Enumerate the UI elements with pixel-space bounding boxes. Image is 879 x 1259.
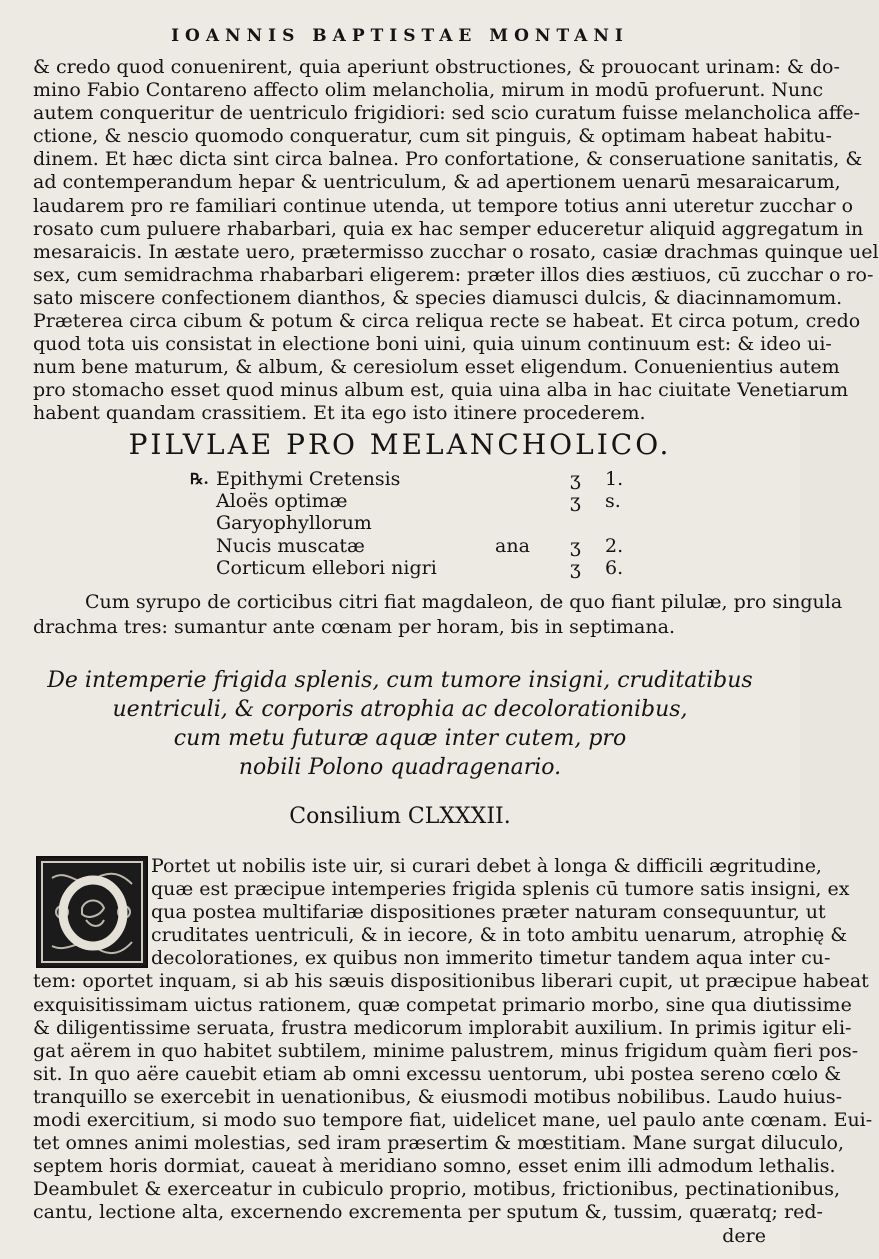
text-line: Præterea circa cibum & potum & circa reliqua recte se habeat. Et circa potum, credo (33, 310, 861, 333)
case-title (0, 666, 800, 782)
text-line: ctione, & nescio quomodo conqueratur, cum sit pinguis, & optimam habeat habitu- (33, 125, 832, 148)
title-line: nobili Polono quadragenario. (238, 755, 562, 780)
text-line: habent quandam crassitiem. Et ita ego isto itinere procederem. (33, 402, 646, 425)
text-line: tem: oportet inquam, si ab his sæuis dispositionibus liberari cupit, ut præcipue habeat (33, 970, 869, 993)
recipe-instructions (33, 590, 843, 640)
text-line: Deambulet & exerceatur in cubiculo proprio, motibus, frictionibus, pectinationibus, (33, 1178, 840, 1201)
text-line: rosato cum puluere rhabarbari, quia ex hac semper educeretur aliquid aggregatum in (33, 217, 864, 240)
text-line: gat aërem in quo habitet subtilem, minime palustrem, minus frigidum quàm fieri pos- (33, 1039, 859, 1062)
ingredient-unit: ʒ (570, 490, 581, 513)
text-line: autem conqueritur de uentriculo frigidiori: sed scio curatum fuisse melancholica affe- (33, 102, 861, 125)
ingredient-qty: 6. (605, 556, 624, 579)
text-line: sex, cum semidrachma rhabarbari eligerem: præter illos dies æstiuos, cū zucchar o ro- (33, 263, 874, 286)
ingredient-name: Garyophyllorum (216, 512, 372, 535)
ingredient-name: Epithymi Cretensis (216, 468, 401, 490)
text-line: mesaraicis. In æstate uero, prætermisso zucchar o rosato, casiæ drachmas quinque uel (33, 240, 879, 263)
text-line: drachma tres: sumantur ante cœnam per horam, bis in septimana. (33, 616, 675, 638)
text-line: laudarem pro re familiari continue utenda, ut tempore totius anni uteretur zucchar o (33, 194, 854, 217)
ingredient-unit: ʒ (570, 468, 581, 490)
ingredient-unit: ʒ (570, 534, 581, 557)
text-line: dinem. Et hæc dicta sint circa balnea. Pro confortatione, & conseruatione sanitatis, & (33, 148, 863, 171)
consilium-heading: Consilium CLXXXII. (289, 804, 511, 829)
text-line: tranquillo se exercebit in uenationibus, & eiusmodi motibus nobilibus. Laudo huius- (33, 1085, 843, 1108)
recipe-title: PILVLAE PRO MELANCHOLICO. (128, 428, 672, 461)
text-line: sato miscere confectionem dianthos, & species diamusci dulcis, & diacinnamomum. (33, 286, 843, 309)
text-line: modi exercitium, si modo suo tempore fiat, uidelicet mane, uel paulo ante cœnam. Eui- (33, 1109, 873, 1132)
title-line: De intemperie frigida splenis, cum tumore insigni, cruditatibus (47, 668, 753, 693)
text-line: decolorationes, ex quibus non immerito timetur tandem aqua inter cu- (151, 947, 831, 970)
recipe-symbol: ℞. (190, 470, 209, 488)
ingredient-unit: ʒ (570, 556, 581, 579)
ingredient-name: Corticum ellebori nigri (216, 556, 437, 579)
text-line: qua postea multifariæ dispositiones præter naturam consequuntur, ut (151, 901, 826, 924)
paragraph-balnea (33, 56, 879, 426)
running-head: IOANNIS BAPTISTAE MONTANI (171, 26, 629, 46)
text-line: ad contemperandum hepar & uentriculum, & ad apertionem uenarū mesaraicarum, (33, 171, 841, 194)
ingredient-qty: 1. (605, 468, 624, 490)
text-line: sit. In quo aëre cauebit etiam ab omni excessu uentorum, ubi postea sereno cœlo & (33, 1062, 842, 1085)
text-line: pro stomacho esset quod minus album est, quia uina alba in hac ciuitate Venetiarum (33, 379, 849, 402)
ingredient-qty: 2. (605, 534, 624, 557)
text-line: septem horis dormiat, caueat à meridiano somno, esset enim illi admodum lethalis. (33, 1155, 836, 1178)
text-line: exquisitissimam uictus rationem, quæ competat primario morbo, sine qua diutissime (33, 993, 852, 1016)
catchword: dere (722, 1224, 766, 1247)
text-line: cantu, lectione alta, excernendo excrementa per sputum &, tussim, quæratq; red- (33, 1201, 823, 1224)
text-line: Cum syrupo de corticibus citri fiat magdaleon, de quo fiant pilulæ, pro singula (85, 591, 843, 613)
text-line: mino Fabio Contareno affecto olim melancholia, mirum in modū profuerunt. Nunc (33, 79, 824, 102)
text-line: tet omnes animi molestias, sed iram præsertim & mœstitiam. Mane surgat diluculo, (33, 1132, 845, 1155)
text-line: quod tota uis consistat in electione boni uini, quia uinum continuum est: & ideo ui- (33, 333, 832, 356)
text-line: num bene maturum, & album, & ceresiolum esset eligendum. Conuenientius autem (33, 356, 840, 379)
paragraph-consilium (33, 855, 873, 1248)
text-line: Portet ut nobilis iste uir, si curari debet à longa & difficili ægritudine, (151, 855, 822, 877)
ingredient-name: Aloës optimæ (216, 490, 348, 513)
ingredient-qty: s. (605, 490, 621, 513)
ingredient-ana: ana (495, 534, 530, 557)
title-line: cum metu futuræ aquæ inter cutem, pro (173, 726, 627, 751)
text-line: & credo quod conuenirent, quia aperiunt obstructiones, & prouocant urinam: & do- (33, 56, 840, 78)
ingredient-name: Nucis muscatæ (216, 534, 365, 557)
title-line: uentriculi, & corporis atrophia ac decolorationibus, (112, 697, 688, 722)
text-line: cruditates uentriculi, & in iecore, & in toto ambitu uenarum, atrophię & (151, 924, 848, 947)
text-line: quæ est præcipue intemperies frigida splenis cū tumore satis insigni, ex (151, 878, 850, 901)
text-line: & diligentissime seruata, frustra medicorum implorabit auxilium. In primis igitur eli- (33, 1016, 852, 1039)
